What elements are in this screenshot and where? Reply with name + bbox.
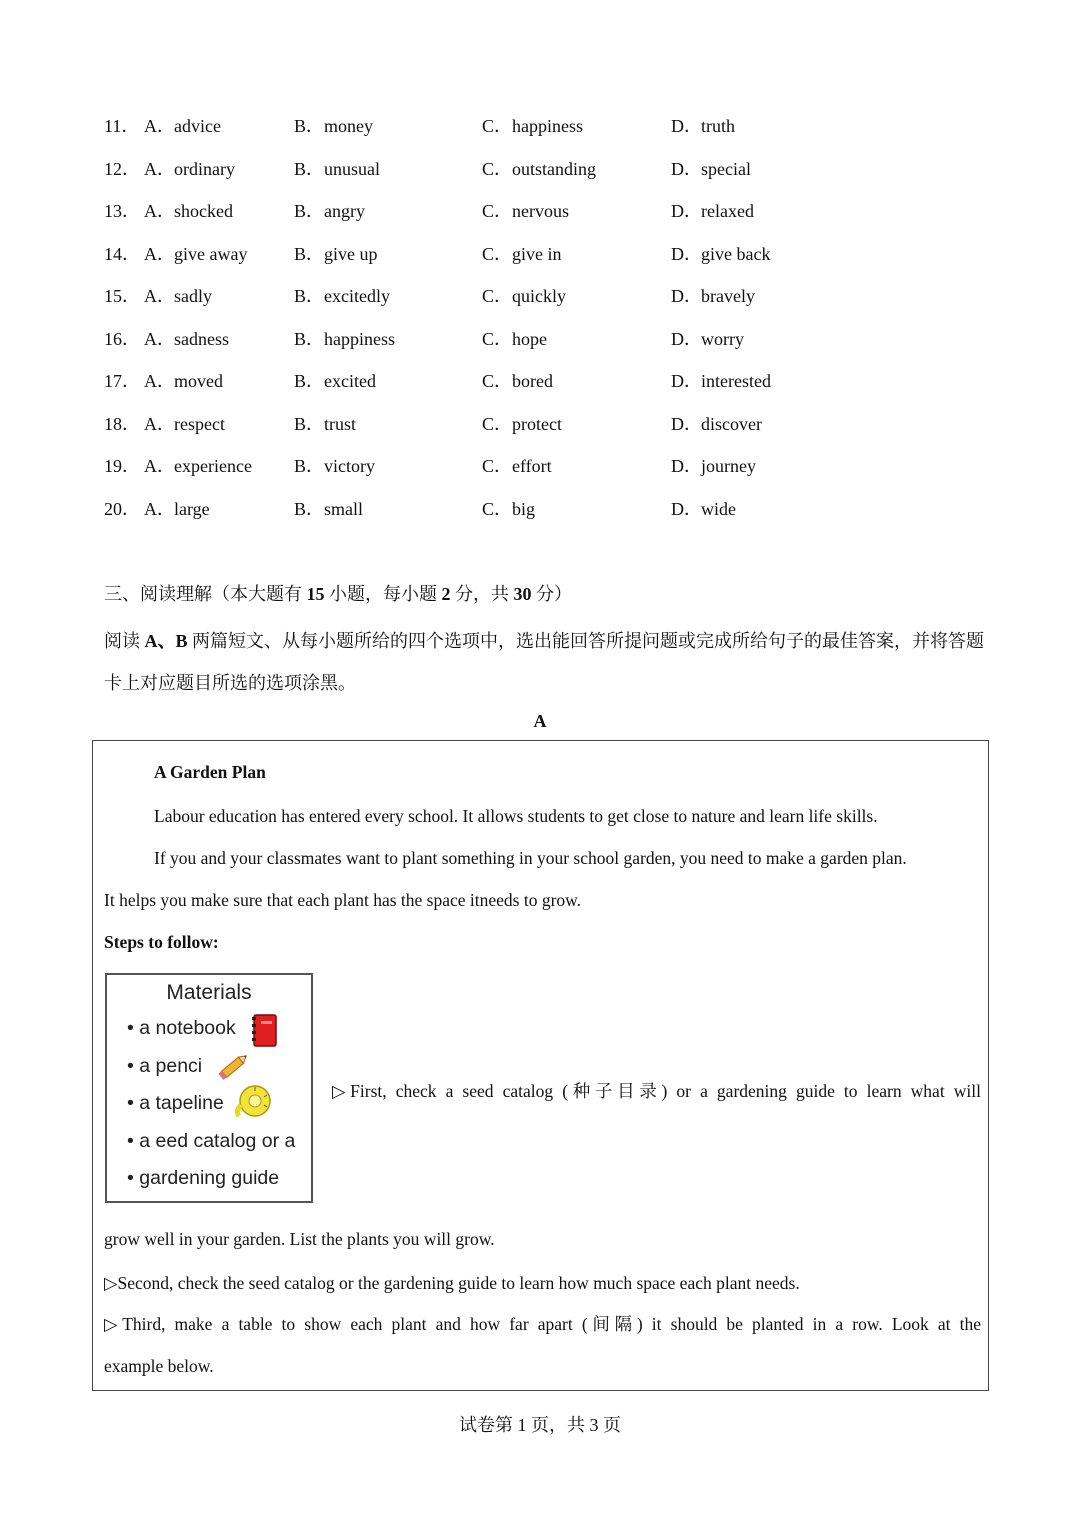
option-letter: B． (294, 201, 325, 221)
option-text: interested (701, 371, 771, 391)
option-letter: D． (671, 201, 702, 221)
option-c (482, 149, 596, 189)
option-d (671, 319, 744, 359)
paragraph-2-line-2: It helps you make sure that each plant has the space itneeds to grow. (104, 890, 582, 910)
option-text: advice (174, 116, 221, 136)
option-text: hope (512, 328, 547, 349)
option-letter: B． (294, 243, 325, 264)
option-a (144, 149, 235, 189)
question-number: 14． (104, 243, 140, 264)
step-first-line-2: grow well in your garden. List the plants you will grow. (104, 1229, 495, 1249)
option-letter: D． (671, 328, 702, 349)
question-number: 18． (104, 413, 140, 434)
option-text: give back (701, 243, 771, 264)
heading-text: 分，共 (450, 584, 514, 604)
option-letter: B． (294, 456, 325, 476)
option-letter: A． (144, 116, 175, 136)
points-each: 2 (441, 584, 451, 604)
option-letter: B． (294, 328, 325, 349)
question-row (104, 446, 904, 489)
option-d (671, 361, 771, 401)
paragraph-2-line-1: If you and your classmates want to plant something in your school garden, you need to make a garden plan. (154, 848, 907, 868)
pencil-icon (217, 1051, 251, 1081)
option-c (482, 276, 566, 316)
option-text: protect (512, 413, 562, 434)
section-heading (104, 578, 572, 610)
option-a (144, 106, 221, 146)
step-first-line-1: ▷First, check a seed catalog (种子目录) or a gardening guide to learn what will (332, 1081, 981, 1101)
paragraph-1: Labour education has entered every school. It allows students to get close to nature and learn life skills. (154, 806, 878, 826)
option-letter: C． (482, 413, 513, 434)
option-text: sadness (174, 328, 229, 349)
option-a (144, 276, 212, 316)
passage-title: A Garden Plan (154, 762, 266, 782)
option-letter: A． (144, 498, 175, 519)
material-item: • a eed catalog or a (127, 1130, 295, 1153)
option-text: quickly (512, 286, 566, 306)
option-letter: A． (144, 328, 175, 349)
heading-text: 小题，每小题 (324, 584, 442, 604)
option-text: special (701, 158, 751, 179)
option-letter: D． (671, 116, 702, 136)
material-item: • gardening guide (127, 1167, 279, 1190)
option-text: trust (324, 413, 357, 434)
option-letter: B． (294, 286, 325, 306)
option-letter: C． (482, 116, 513, 136)
option-text: give in (512, 243, 562, 264)
option-letter: A． (144, 371, 175, 391)
option-a (144, 234, 247, 274)
option-letter: A． (144, 413, 175, 434)
option-letter: D． (671, 371, 702, 391)
option-letter: C． (482, 286, 513, 306)
option-b (294, 489, 363, 529)
option-text: truth (701, 116, 735, 136)
option-text: unusual (324, 158, 380, 179)
option-a (144, 191, 233, 231)
option-text: excited (324, 371, 376, 391)
option-b (294, 106, 373, 146)
materials-box (105, 973, 313, 1203)
option-text: money (324, 116, 373, 136)
option-text: moved (174, 371, 223, 391)
option-d (671, 446, 756, 486)
option-a (144, 319, 229, 359)
question-row (104, 404, 904, 447)
option-d (671, 234, 770, 274)
option-text: small (324, 498, 363, 519)
question-row (104, 149, 904, 192)
option-b (294, 191, 365, 231)
option-text: victory (324, 456, 375, 476)
option-c (482, 361, 553, 401)
option-letter: B． (294, 158, 325, 179)
option-letter: C． (482, 456, 513, 476)
option-letter: C． (482, 498, 513, 519)
option-letter: D． (671, 498, 702, 519)
option-letter: C． (482, 371, 513, 391)
question-number: 17． (104, 371, 140, 391)
tapeline-icon (233, 1083, 275, 1119)
materials-title: Materials (166, 981, 252, 1004)
option-c (482, 106, 583, 146)
option-letter: A． (144, 456, 175, 476)
option-text: give up (324, 243, 378, 264)
option-letter: A． (144, 201, 175, 221)
question-number: 20． (104, 498, 140, 519)
question-row (104, 106, 904, 149)
option-b (294, 234, 378, 274)
instruction-text: 两篇短文、从每小题所给的四个选项中，选出能回答所提问题或完成所给句子的最佳答案，并将答题卡上对应题目所选的选项涂黑。 (104, 631, 985, 693)
option-text: happiness (512, 116, 583, 136)
option-d (671, 106, 735, 146)
option-a (144, 489, 210, 529)
option-text: give away (174, 243, 248, 264)
option-d (671, 404, 762, 444)
choice-question-list (104, 106, 904, 531)
question-number: 19． (104, 456, 140, 476)
option-b (294, 319, 395, 359)
instruction-text: 阅读 (104, 631, 145, 651)
passage-label: A (533, 711, 547, 731)
option-c (482, 404, 562, 444)
points-total: 30 (513, 584, 532, 604)
option-letter: C． (482, 328, 513, 349)
option-text: shocked (174, 201, 233, 221)
option-d (671, 276, 755, 316)
question-row (104, 191, 904, 234)
option-letter: C． (482, 243, 513, 264)
option-letter: D． (671, 243, 702, 264)
notebook-icon (249, 1013, 279, 1049)
option-a (144, 446, 252, 486)
question-number: 12． (104, 158, 140, 179)
option-d (671, 489, 736, 529)
option-text: bravely (701, 286, 755, 306)
option-text: worry (701, 328, 744, 349)
question-number: 13． (104, 201, 140, 221)
material-item: • a tapeline (127, 1092, 224, 1115)
heading-text: 分） (531, 584, 572, 604)
option-text: discover (701, 413, 762, 434)
option-text: angry (324, 201, 365, 221)
option-text: effort (512, 456, 552, 476)
steps-heading: Steps to follow: (104, 932, 219, 952)
question-row (104, 361, 904, 404)
option-d (671, 191, 754, 231)
option-letter: D． (671, 456, 702, 476)
section-instructions (104, 620, 984, 704)
question-row (104, 234, 904, 277)
option-letter: C． (482, 201, 513, 221)
option-text: happiness (324, 328, 395, 349)
question-row (104, 276, 904, 319)
page-footer: 试卷第 1 页，共 3 页 (459, 1415, 621, 1435)
option-b (294, 276, 390, 316)
option-b (294, 361, 376, 401)
option-text: experience (174, 456, 252, 476)
option-letter: B． (294, 371, 325, 391)
option-letter: D． (671, 286, 702, 306)
option-letter: D． (671, 158, 702, 179)
option-letter: D． (671, 413, 702, 434)
option-text: ordinary (174, 158, 235, 179)
material-item: • a penci (127, 1055, 202, 1078)
option-a (144, 361, 223, 401)
option-text: outstanding (512, 158, 596, 179)
option-c (482, 489, 535, 529)
option-text: wide (701, 498, 736, 519)
option-d (671, 149, 751, 189)
option-letter: A． (144, 243, 175, 264)
option-text: excitedly (324, 286, 390, 306)
question-count: 15 (306, 584, 325, 604)
option-text: big (512, 498, 536, 519)
heading-text: 三、阅读理解（本大题有 (104, 584, 307, 604)
option-letter: A． (144, 158, 175, 179)
step-third-line-2: example below. (104, 1356, 214, 1376)
option-b (294, 404, 356, 444)
option-letter: B． (294, 413, 325, 434)
question-number: 15． (104, 286, 140, 306)
option-letter: B． (294, 116, 325, 136)
option-letter: C． (482, 158, 513, 179)
question-row (104, 319, 904, 362)
option-c (482, 319, 547, 359)
material-item: • a notebook (127, 1017, 236, 1040)
option-text: journey (701, 456, 756, 476)
option-c (482, 234, 562, 274)
option-b (294, 446, 375, 486)
question-number: 11． (104, 116, 140, 136)
step-third-line-1: ▷Third, make a table to show each plant and how far apart (间隔) it should be planted in a row. Look at the (104, 1314, 981, 1334)
question-number: 16． (104, 328, 140, 349)
option-text: large (174, 498, 210, 519)
option-text: relaxed (701, 201, 754, 221)
option-a (144, 404, 225, 444)
option-text: respect (174, 413, 225, 434)
option-c (482, 191, 569, 231)
option-letter: A． (144, 286, 175, 306)
option-text: bored (512, 371, 553, 391)
option-c (482, 446, 552, 486)
option-text: sadly (174, 286, 212, 306)
option-letter: B． (294, 498, 325, 519)
option-text: nervous (512, 201, 569, 221)
instruction-passages: A、B (144, 631, 188, 651)
step-second: ▷Second, check the seed catalog or the gardening guide to learn how much space each plant needs. (104, 1273, 800, 1293)
question-row (104, 489, 904, 532)
option-b (294, 149, 380, 189)
